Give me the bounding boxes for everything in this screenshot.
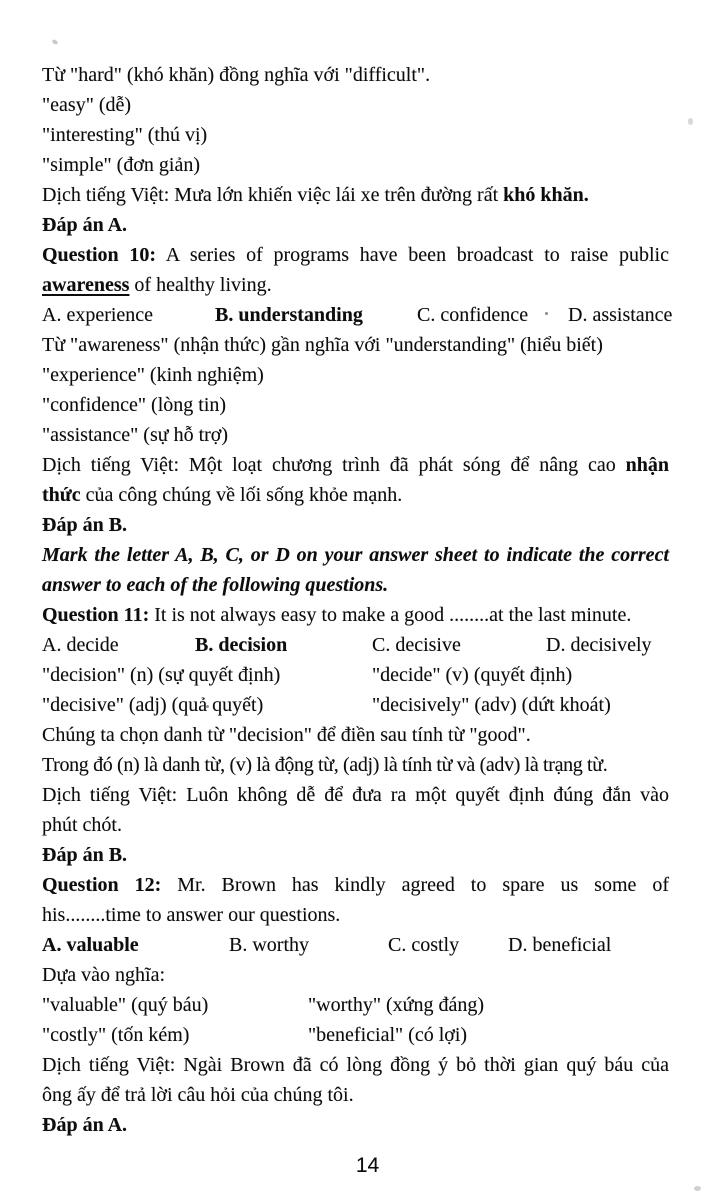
section-instruction-line2: answer to each of the following questions. (42, 574, 389, 596)
q12-definitions-row1 (42, 990, 669, 1020)
q12-stem-text: Mr. Brown has kindly agreed to spare us some of (161, 874, 670, 896)
q10-options-row (42, 300, 673, 330)
page-number: 14 (355, 1154, 380, 1177)
q11-def-decisive: "decisive" (adj) (quả quyết) (42, 694, 264, 716)
q10-def-confidence: "confidence" (lòng tin) (42, 394, 227, 416)
q11-translation-line1: Dịch tiếng Việt: Luôn không dễ để đưa ra một quyết định đúng đắn vào (42, 784, 669, 806)
q11-translation-line2: phút chót. (42, 814, 122, 836)
q12-stem-line2: his........time to answer our questions. (42, 904, 341, 926)
q10-def-assistance: "assistance" (sự hỗ trợ) (42, 424, 229, 446)
q12-translation-line1: Dịch tiếng Việt: Ngài Brown đã có lòng đồng ý bỏ thời gian quý báu của (42, 1054, 669, 1076)
document-body (42, 60, 673, 1140)
q10-translation-line2 (42, 480, 669, 510)
q9-translation-text: Dịch tiếng Việt: Mưa lớn khiến việc lái xe trên đường rất (42, 184, 504, 206)
q9-option-simple: "simple" (đơn giản) (42, 154, 200, 176)
q12-option-d: D. beneficial (508, 934, 612, 956)
q12-def-costly: "costly" (tốn kém) (42, 1024, 190, 1046)
q12-def-valuable: "valuable" (quý báu) (42, 994, 209, 1016)
q10-option-b-correct: B. understanding (215, 304, 363, 326)
q12-def-worthy: "worthy" (xứng đáng) (308, 994, 485, 1016)
q12-options-row (42, 930, 669, 960)
q12-option-b: B. worthy (229, 934, 309, 956)
q10-stem-line1 (42, 240, 669, 270)
q11-stem (42, 600, 669, 630)
scan-artifact (688, 118, 693, 125)
q10-underlined-word: awareness (42, 274, 130, 296)
q9-translation (42, 180, 669, 210)
q10-stem-tail: of healthy living. (129, 274, 272, 296)
q10-def-experience: "experience" (kinh nghiệm) (42, 364, 264, 386)
q11-definitions-row2 (42, 690, 669, 720)
q12-label: Question 12: (42, 874, 162, 896)
q12-stem-line1 (42, 870, 669, 900)
q11-option-b-correct: B. decision (195, 634, 288, 656)
q9-option-easy: "easy" (dễ) (42, 94, 132, 116)
q9-option-interesting: "interesting" (thú vị) (42, 124, 208, 146)
q10-option-c: C. confidence (417, 304, 529, 326)
q11-definitions-row1 (42, 660, 669, 690)
q10-translation-text: Dịch tiếng Việt: Một loạt chương trình đã phát sóng để nâng cao (42, 454, 626, 476)
q9-synonym-line: Từ "hard" (khó khăn) đồng nghĩa với "difficult". (42, 64, 431, 86)
q11-option-a: A. decide (42, 634, 119, 656)
q11-explanation-choice: Chúng ta chọn danh từ "decision" để điền sau tính từ "good". (42, 724, 531, 746)
q10-stem-line2 (42, 270, 669, 300)
q11-answer: Đáp án B. (42, 844, 128, 866)
q10-translation-line1 (42, 450, 669, 480)
q10-synonym-line: Từ "awareness" (nhận thức) gần nghĩa với "understanding" (hiểu biết) (42, 334, 603, 356)
q10-label: Question 10: (42, 244, 157, 266)
q12-note: Dựa vào nghĩa: (42, 964, 166, 986)
q12-translation-line2: ông ấy để trả lời câu hỏi của chúng tôi. (42, 1084, 354, 1106)
q11-stem-text: It is not always easy to make a good ........at the last minute. (149, 604, 632, 626)
q10-option-d: D. assistance (568, 304, 673, 326)
q12-option-c: C. costly (388, 934, 460, 956)
q12-option-a-correct: A. valuable (42, 934, 139, 956)
q11-option-c: C. decisive (372, 634, 461, 656)
q10-stem-text: A series of programs have been broadcast to raise public (156, 244, 669, 266)
q11-def-decide: "decide" (v) (quyết định) (372, 664, 573, 686)
q10-translation-tail: của công chúng về lối sống khỏe mạnh. (80, 484, 403, 506)
scan-artifact (694, 1186, 701, 1191)
q9-answer: Đáp án A. (42, 214, 128, 236)
q10-translation-keyword-end: thức (42, 484, 81, 506)
q10-answer: Đáp án B. (42, 514, 128, 536)
q11-def-decision: "decision" (n) (sự quyết định) (42, 664, 281, 686)
q12-definitions-row2 (42, 1020, 669, 1050)
scan-artifact (51, 39, 58, 46)
q12-answer: Đáp án A. (42, 1114, 128, 1136)
q11-option-d: D. decisively (546, 634, 652, 656)
q9-translation-keyword: khó khăn. (503, 184, 589, 206)
q11-label: Question 11: (42, 604, 150, 626)
q11-def-decisively: "decisively" (adv) (dứt khoát) (372, 694, 611, 716)
q11-options-row (42, 630, 669, 660)
q10-translation-keyword-start: nhận (625, 454, 669, 476)
section-instruction-line1: Mark the letter A, B, C, or D on your answer sheet to indicate the correct (42, 544, 669, 566)
q12-def-beneficial: "beneficial" (có lợi) (308, 1024, 468, 1046)
q11-explanation-pos: Trong đó (n) là danh từ, (v) là động từ, (adj) là tính từ và (adv) là trạng từ. (42, 754, 608, 776)
q10-option-a: A. experience (42, 304, 154, 326)
